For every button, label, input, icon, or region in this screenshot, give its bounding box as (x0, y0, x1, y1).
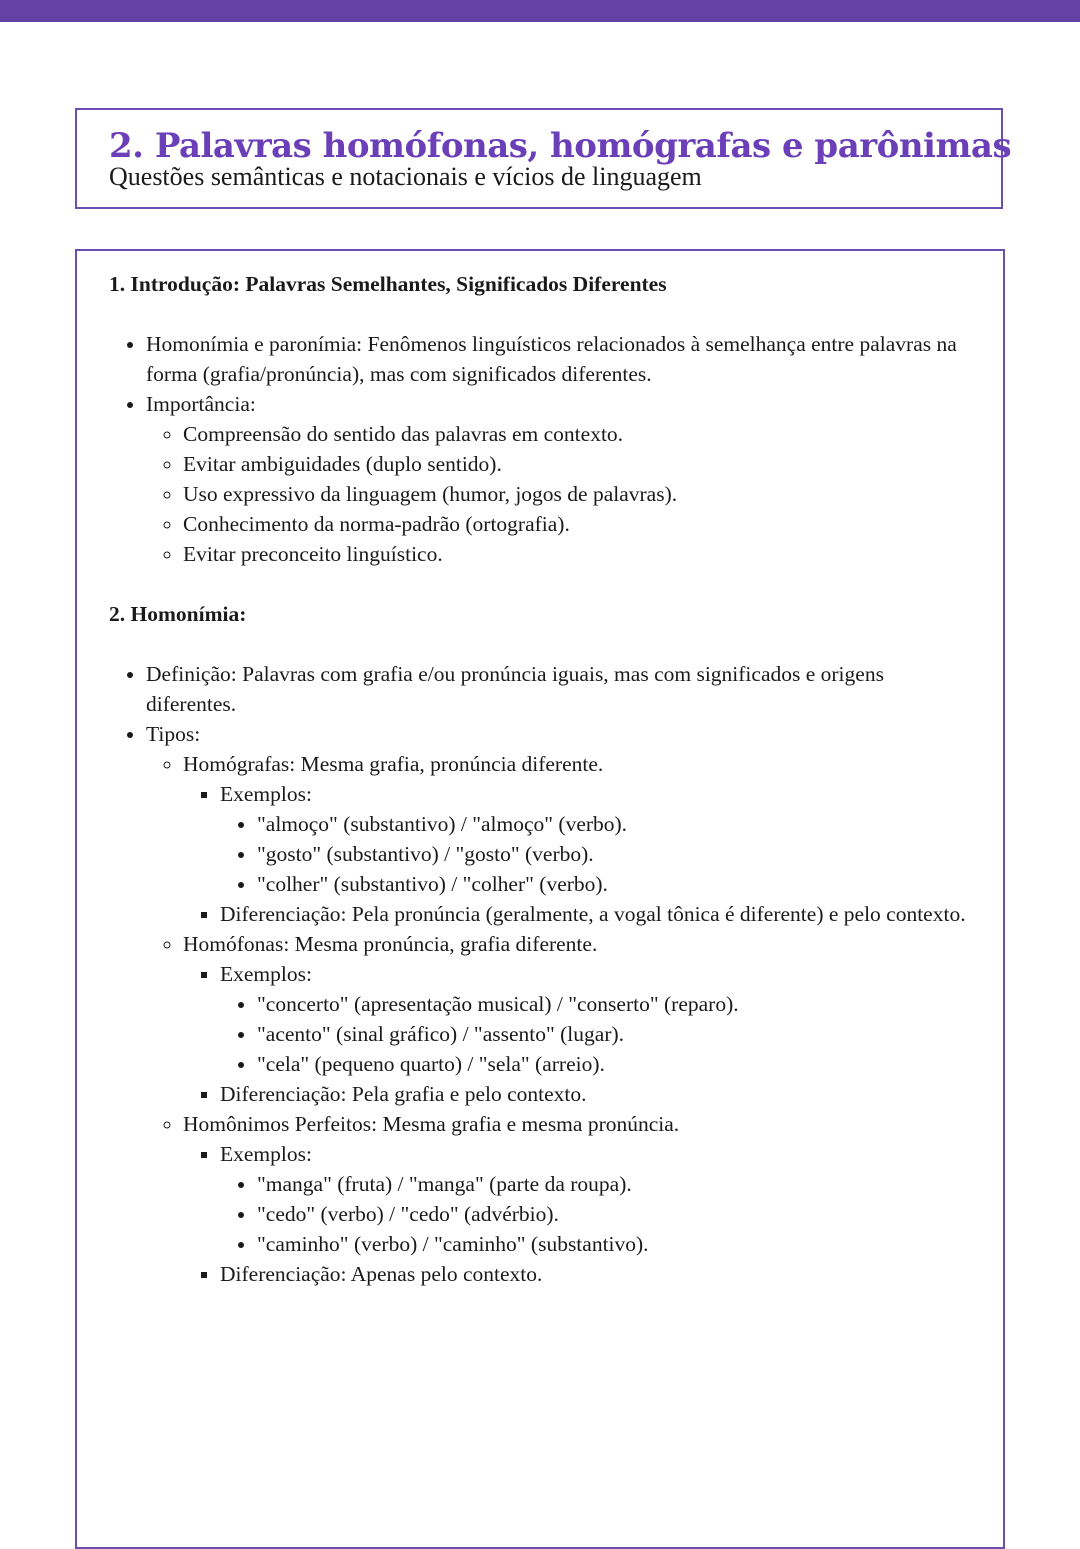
section-heading-intro: 1. Introdução: Palavras Semelhantes, Significados Diferentes (109, 272, 667, 296)
title-box (75, 108, 1012, 209)
list-item: ◦ Compreensão do sentido das palavras em contexto. (183, 419, 969, 449)
list-item: • Homonímia e paronímia: Fenômenos linguísticos relacionados à semelhança entre palavras na forma (grafia/pronúncia), mas com significados diferentes. (146, 329, 969, 389)
examples-label: Exemplos: (220, 962, 312, 986)
examples-label: Exemplos: (220, 782, 312, 806)
list-item (220, 779, 969, 899)
type-details (183, 959, 969, 1109)
type-item (183, 749, 969, 929)
type-details (183, 1139, 969, 1289)
list-item: ◦ Uso expressivo da linguagem (humor, jogos de palavras). (183, 479, 969, 509)
example-item: • "acento" (sinal gráfico) / "assento" (lugar). (257, 1019, 969, 1049)
importance-list (146, 419, 969, 569)
importance-label: Importância: (146, 392, 256, 416)
example-item: • "cedo" (verbo) / "cedo" (advérbio). (257, 1199, 969, 1229)
types-label: Tipos: (146, 722, 201, 746)
type-item (183, 1109, 969, 1289)
example-item: • "colher" (substantivo) / "colher" (verbo). (257, 869, 969, 899)
type-label: Homógrafas: Mesma grafia, pronúncia diferente. (183, 752, 604, 776)
type-item (183, 929, 969, 1109)
list-item (220, 959, 969, 1079)
example-item: • "caminho" (verbo) / "caminho" (substantivo). (257, 1229, 969, 1259)
type-details (183, 779, 969, 929)
list-item (220, 1139, 969, 1259)
type-label: Homônimos Perfeitos: Mesma grafia e mesma pronúncia. (183, 1112, 680, 1136)
list-item: ◦ Conhecimento da norma-padrão (ortografia). (183, 509, 969, 539)
diff-item: ▪ Diferenciação: Pela pronúncia (geralmente, a vogal tônica é diferente) e pelo contexto. (220, 899, 969, 929)
list-item (146, 719, 969, 1289)
type-label: Homófonas: Mesma pronúncia, grafia diferente. (183, 932, 598, 956)
list-item: ◦ Evitar ambiguidades (duplo sentido). (183, 449, 969, 479)
list-item: ◦ Evitar preconceito linguístico. (183, 539, 969, 569)
example-item: • "concerto" (apresentação musical) / "conserto" (reparo). (257, 989, 969, 1019)
list-item (146, 389, 969, 569)
top-accent-bar (0, 0, 1080, 22)
page-subtitle: Questões semânticas e notacionais e vícios de linguagem (109, 162, 702, 191)
diff-item: ▪ Diferenciação: Apenas pelo contexto. (220, 1259, 969, 1289)
content-body (109, 269, 969, 1289)
page-title: 2. Palavras homófonas, homógrafas e parônimas (109, 126, 1012, 166)
diff-item: ▪ Diferenciação: Pela grafia e pelo contexto. (220, 1079, 969, 1109)
examples-list (220, 989, 969, 1079)
example-item: • "gosto" (substantivo) / "gosto" (verbo). (257, 839, 969, 869)
content-box (75, 249, 1005, 1549)
example-item: • "manga" (fruta) / "manga" (parte da roupa). (257, 1169, 969, 1199)
list-item: • Definição: Palavras com grafia e/ou pronúncia iguais, mas com significados e origens diferentes. (146, 659, 969, 719)
homonimia-list (109, 659, 969, 1289)
example-item: • "cela" (pequeno quarto) / "sela" (arreio). (257, 1049, 969, 1079)
examples-list (220, 809, 969, 899)
intro-list (109, 329, 969, 569)
types-list (146, 749, 969, 1289)
section-heading-homonimia: 2. Homonímia: (109, 602, 247, 626)
examples-list (220, 1169, 969, 1259)
example-item: • "almoço" (substantivo) / "almoço" (verbo). (257, 809, 969, 839)
examples-label: Exemplos: (220, 1142, 312, 1166)
